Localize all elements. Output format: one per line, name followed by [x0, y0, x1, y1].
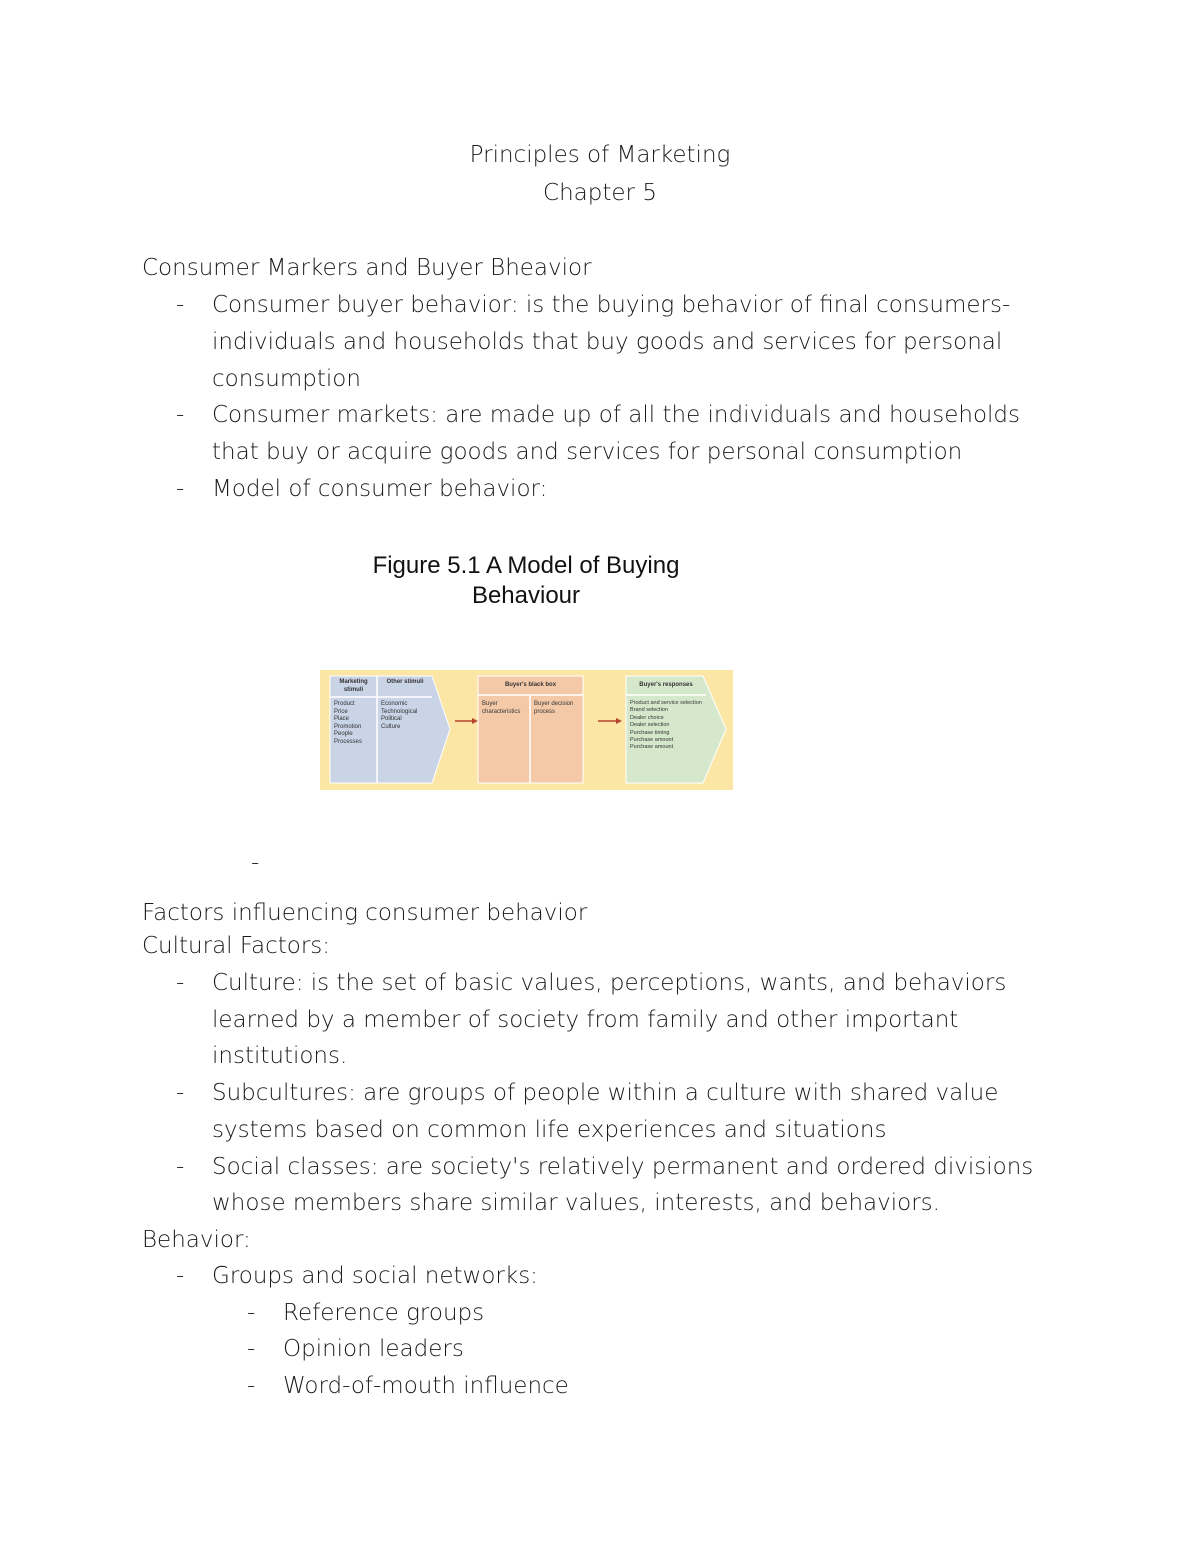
bullet-dash: - [176, 1154, 185, 1180]
arrow-head-icon [616, 718, 622, 724]
bullet-dash: - [176, 1263, 185, 1289]
bullet-dash: - [176, 476, 185, 502]
sub-list-item: Word-of-mouth influence [283, 1373, 569, 1399]
list-item-line: institutions. [212, 1043, 348, 1069]
list-item-line: Social classes: are society's relatively permanent and ordered divisions [212, 1154, 1034, 1180]
buyer-characteristics: Buyer characteristics [482, 701, 521, 715]
bullet-dash: - [176, 292, 185, 318]
section-heading: Behavior: [142, 1227, 251, 1253]
other-stimuli-list: Economic Technological Political Culture [381, 701, 418, 730]
list-item-line: individuals and households that buy goods and services for personal [212, 329, 1003, 355]
sub-list-item: Opinion leaders [283, 1336, 464, 1362]
list-item-line: Consumer markets: are made up of all the individuals and households [212, 402, 1021, 428]
list-item-line: whose members share similar values, interests, and behaviors. [212, 1190, 940, 1216]
buyer-responses-list: Product and service selection Brand selection Dealer choice Dealer selection Purchase timing Purchase amount Purchase amount [630, 700, 702, 751]
list-item-line: learned by a member of society from family and other important [212, 1007, 959, 1033]
list-item-line: that buy or acquire goods and services for personal consumption [212, 439, 963, 465]
arrow-head-icon [472, 718, 478, 724]
sub-bullet-dash: - [247, 1300, 256, 1326]
figure-title: Behaviour [471, 582, 581, 609]
list-item-line: Subcultures: are groups of people within a culture with shared value [212, 1080, 999, 1106]
bullet-dash: - [176, 1080, 185, 1106]
section-heading: Consumer Markers and Buyer Bheavior [142, 255, 592, 281]
marketing-stimuli-header: Marketing stimuli [339, 679, 368, 693]
other-stimuli-header: Other stimuli [386, 679, 424, 685]
list-item-line: systems based on common life experiences and situations [212, 1117, 887, 1143]
stray-dash: - [251, 850, 260, 876]
bullet-dash: - [176, 970, 185, 996]
buyer-responses-header: Buyer's responses [639, 682, 693, 688]
list-item-line: Groups and social networks: [212, 1263, 538, 1289]
list-item-line: consumption [212, 366, 361, 392]
list-item-line: Consumer buyer behavior: is the buying behavior of final consumers- [212, 292, 1011, 318]
section-heading: Factors influencing consumer behavior [142, 900, 588, 926]
marketing-stimuli-list: Product Price Place Promotion People Processes [334, 701, 363, 745]
sub-list-item: Reference groups [283, 1300, 485, 1326]
list-item-line: Culture: is the set of basic values, perceptions, wants, and behaviors [212, 970, 1007, 996]
buying-model-diagram [320, 670, 733, 790]
sub-bullet-dash: - [247, 1336, 256, 1362]
document-title: Principles of Marketing [469, 142, 731, 168]
buyer-decision-process: Buyer decision process [534, 701, 574, 715]
chapter-label: Chapter 5 [543, 180, 657, 206]
bullet-dash: - [176, 402, 185, 428]
black-box-header: Buyer's black box [504, 682, 557, 688]
figure-title: Figure 5.1 A Model of Buying [372, 552, 680, 579]
subsection-heading: Cultural Factors: [142, 933, 331, 959]
list-item-line: Model of consumer behavior: [212, 476, 548, 502]
sub-bullet-dash: - [247, 1373, 256, 1399]
